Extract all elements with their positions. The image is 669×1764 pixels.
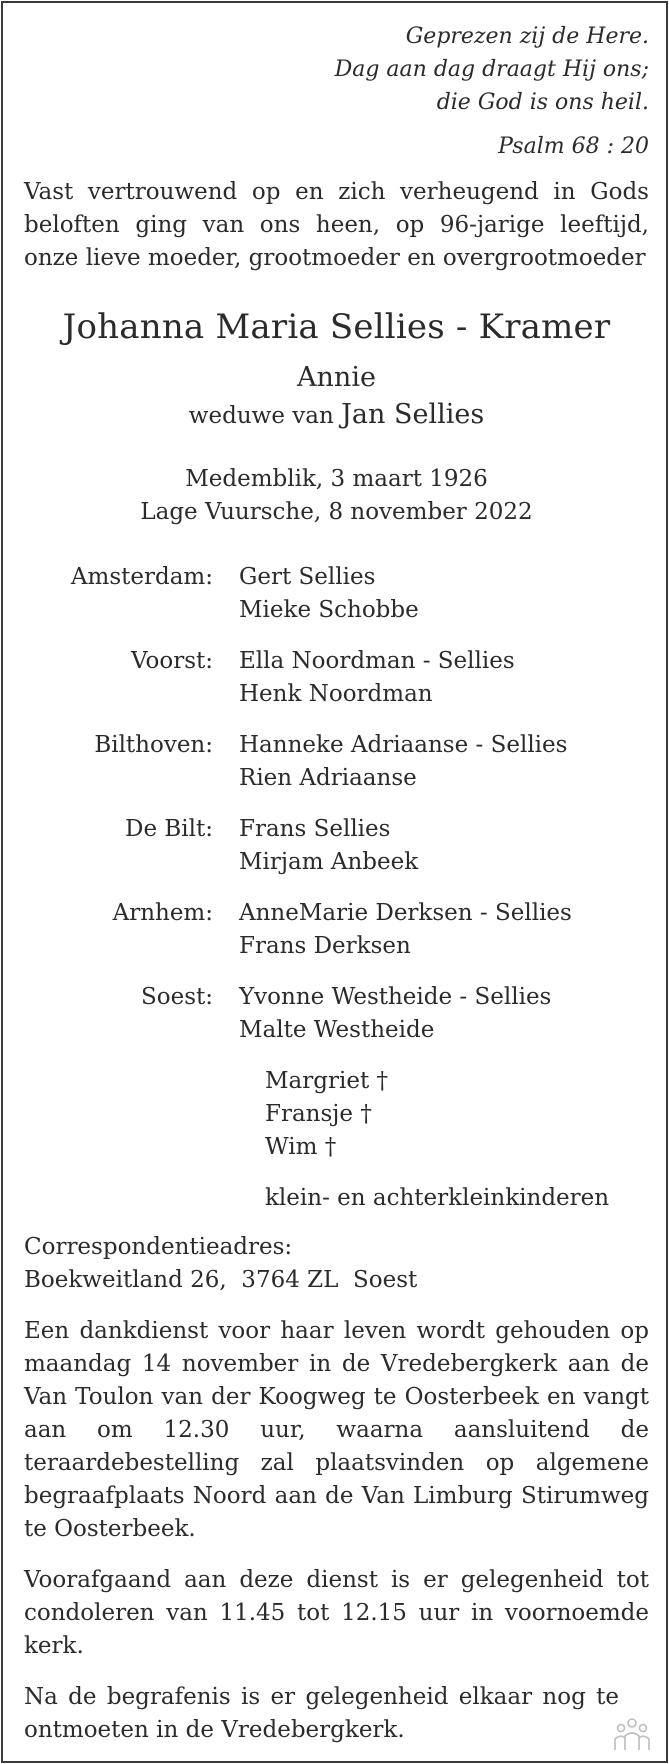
grandchildren-line: klein- en achterkleinkinderen (265, 1185, 610, 1211)
condolence-paragraph: Voorafgaand aan deze dienst is er gelegenheid tot condoleren van 11.45 tot 12.15 uur in voornoemde kerk. (24, 1567, 649, 1659)
verse-line: Geprezen zij de Here. (405, 24, 649, 49)
widow-prefix: weduwe van (188, 403, 334, 429)
deceased-full-name: Johanna Maria Sellies - Kramer (62, 307, 611, 347)
family-place: De Bilt: (125, 816, 213, 842)
service-paragraph: Een dankdienst voor haar leven wordt gehouden op maandag 14 november in de Vredebergkerk aan de Van Toulon van der Koogweg te Oosterbeek en vangt aan om 12.30 uur, waarna aansluitend de teraardebestelling zal plaatsvinden op algemene begraafplaats Noord aan de Van Limburg Stirumweg te Oosterbeek. (24, 1318, 649, 1542)
verse-line: die God is ons heil. (436, 90, 649, 115)
family-group (24, 897, 649, 963)
gathering-paragraph: Na de begrafenis is er gelegenheid elkaar nog te ontmoeten in de Vredebergkerk. (24, 1684, 619, 1743)
verse-line: Dag aan dag draagt Hij ons; (334, 57, 649, 82)
family-member: Malte Westheide (239, 1017, 435, 1043)
correspondence-value: Boekweitland 26, 3764 ZL Soest (24, 1267, 418, 1293)
deceased-children (24, 1065, 649, 1164)
family-member: Rien Adriaanse (239, 765, 417, 791)
family-member: Frans Sellies (239, 816, 391, 842)
family-place: Arnhem: (112, 900, 213, 926)
obituary-notice (24, 20, 649, 1747)
correspondence-label: Correspondentieadres: (24, 1234, 293, 1260)
family-member: Frans Derksen (239, 933, 411, 959)
family-place: Soest: (140, 984, 213, 1010)
life-dates (24, 463, 649, 529)
family-member: Mirjam Anbeek (239, 849, 419, 875)
widow-line (24, 396, 649, 435)
people-group-icon (611, 1716, 653, 1752)
family-place: Voorst: (131, 648, 213, 674)
family-place: Bilthoven: (94, 732, 213, 758)
family-member: Mieke Schobbe (239, 597, 419, 623)
family-group (24, 981, 649, 1047)
family-list (24, 561, 649, 1047)
family-group (24, 729, 649, 795)
spouse-name: Jan Sellies (341, 399, 485, 430)
family-member: Ella Noordman - Sellies (239, 648, 515, 674)
intro-text: Vast vertrouwend op en zich verheugend in Gods beloften ging van ons heen, op 96-jarige leeftijd, onze lieve moeder, grootmoeder en overgrootmoeder (24, 179, 649, 271)
death-date: Lage Vuursche, 8 november 2022 (140, 499, 533, 525)
deceased-child: Margriet † (265, 1068, 388, 1094)
family-group (24, 561, 649, 627)
deceased-nickname: Annie (297, 362, 376, 393)
family-group (24, 645, 649, 711)
bible-verse (24, 20, 649, 119)
birth-date: Medemblik, 3 maart 1926 (185, 466, 488, 492)
correspondence-address (24, 1231, 649, 1297)
deceased-child: Wim † (265, 1134, 337, 1160)
verse-reference: Psalm 68 : 20 (498, 134, 649, 159)
deceased-child: Fransje † (265, 1101, 372, 1127)
family-member: AnneMarie Derksen - Sellies (239, 900, 572, 926)
family-member: Hanneke Adriaanse - Sellies (239, 732, 568, 758)
family-group (24, 813, 649, 879)
family-member: Yvonne Westheide - Sellies (239, 984, 552, 1010)
family-place: Amsterdam: (70, 564, 213, 590)
family-member: Henk Noordman (239, 681, 433, 707)
family-member: Gert Sellies (239, 564, 376, 590)
